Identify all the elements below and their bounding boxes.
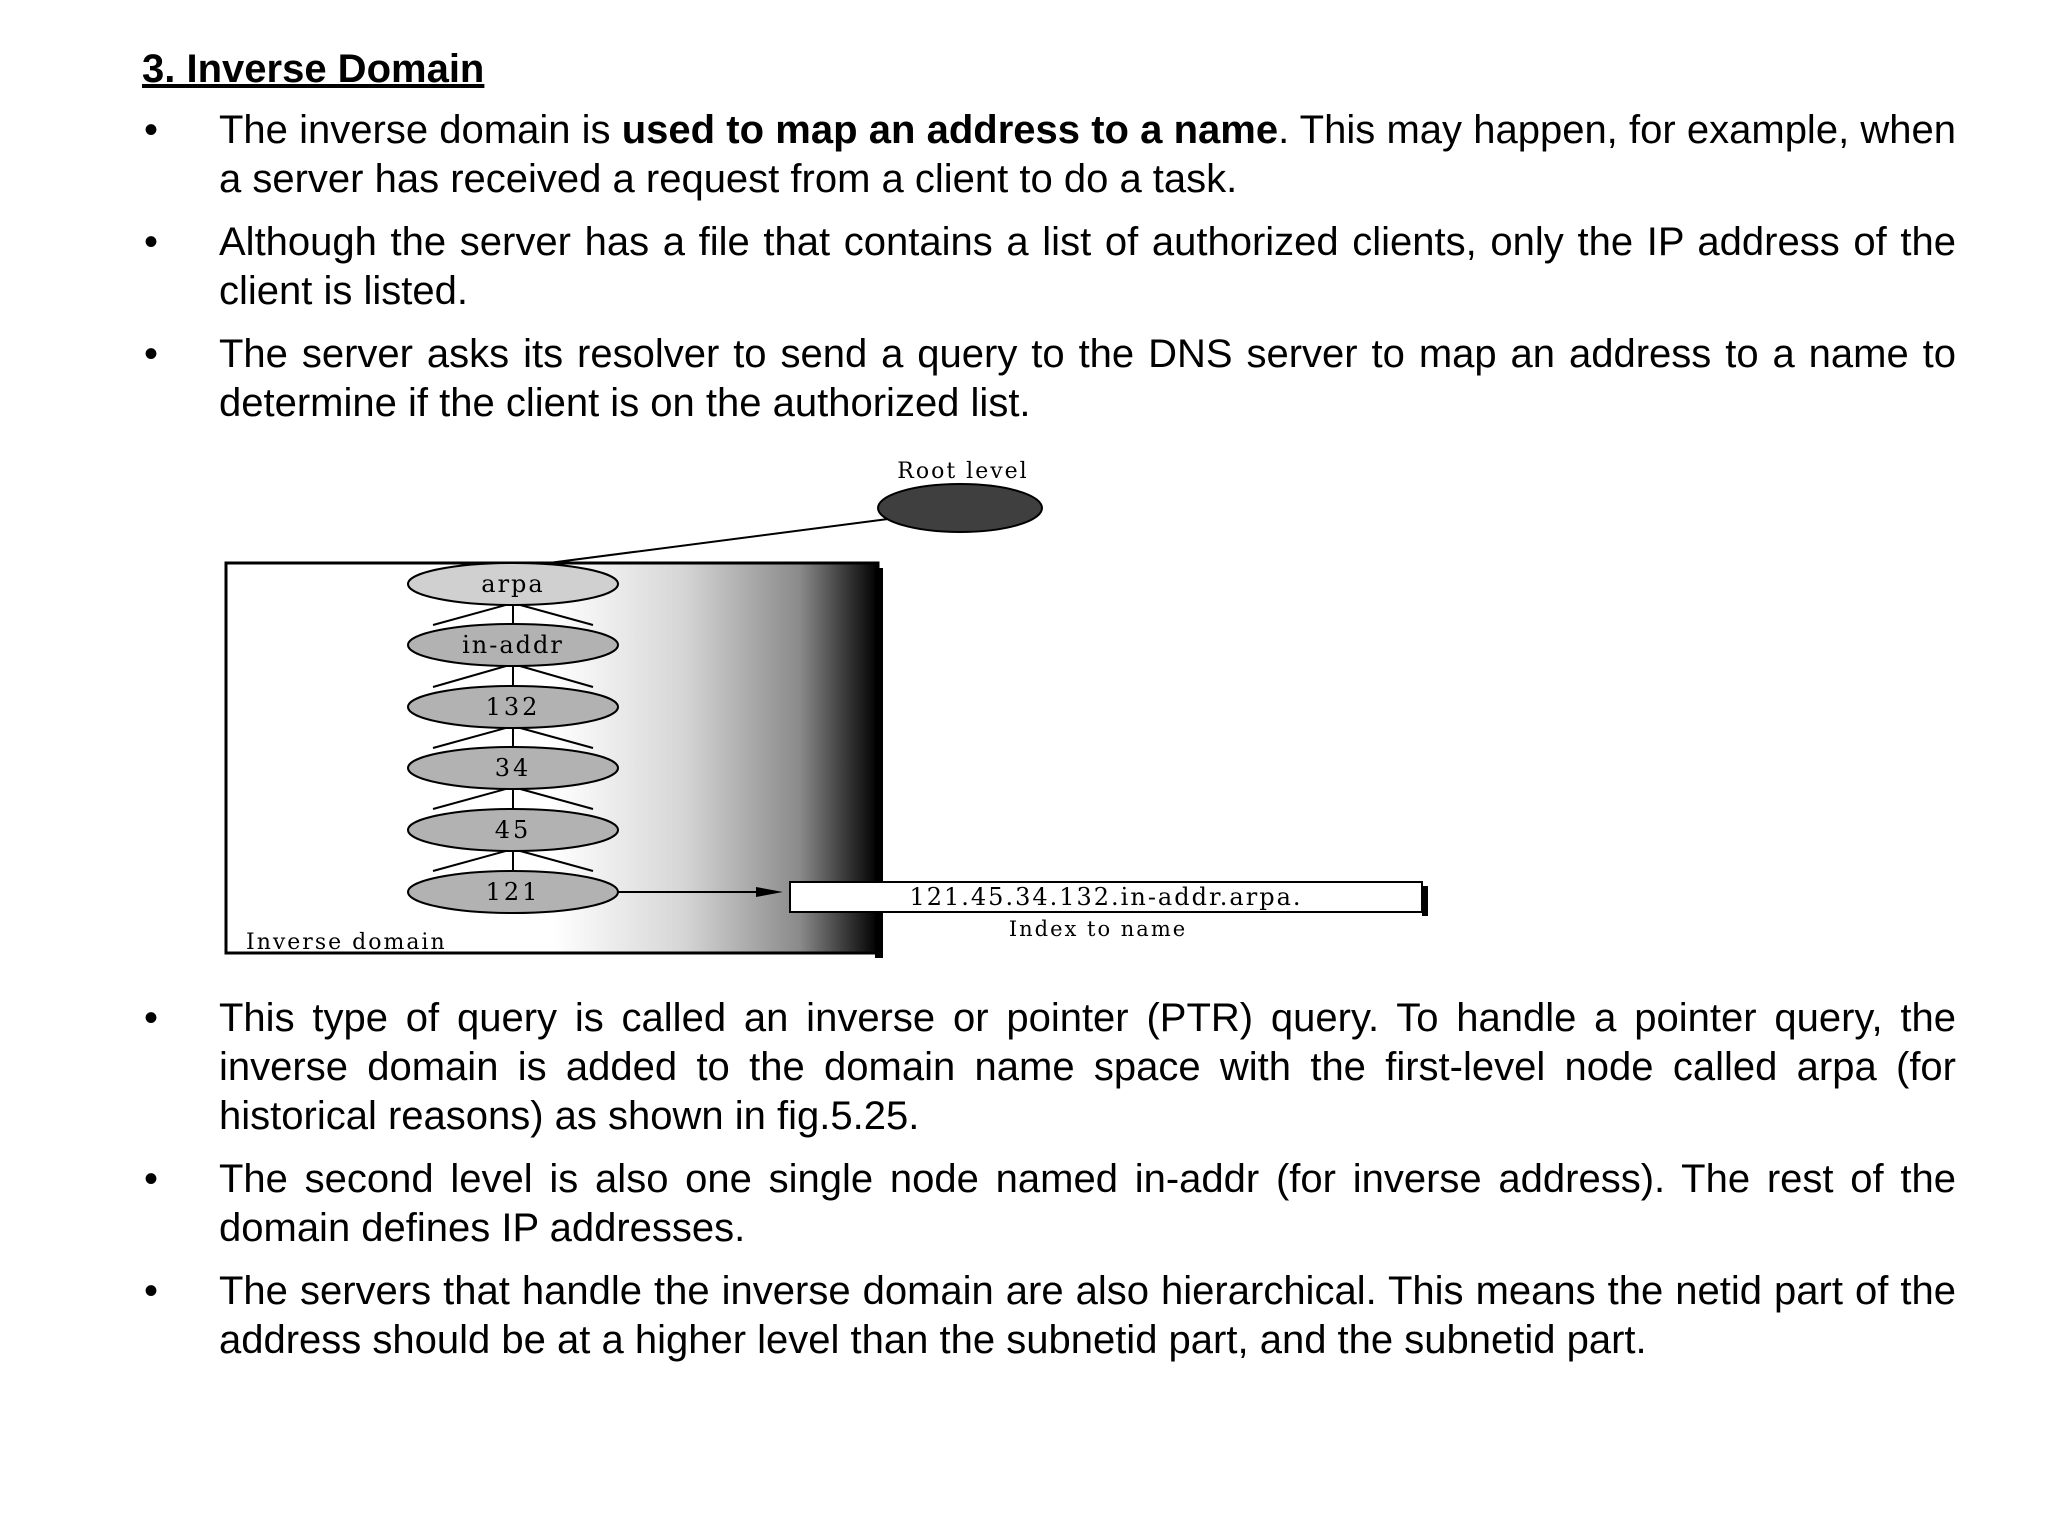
root-level-label: Root level — [897, 459, 1029, 484]
root-to-arpa-link — [518, 519, 888, 567]
bullet-marker: • — [144, 1269, 159, 1313]
bullet-text: The server asks its resolver to send a query to the DNS server to map an address to a name to determine if the client is on the authorized list. — [219, 332, 1956, 425]
index-to-name-label: Index to name — [1008, 917, 1188, 941]
bullet-marker: • — [144, 220, 159, 264]
bullet-text-pre: The inverse domain is — [219, 108, 622, 152]
section-heading: 3. Inverse Domain — [142, 47, 485, 91]
node-121 — [408, 871, 618, 913]
node-45 — [408, 809, 618, 851]
node-label: 132 — [485, 693, 541, 721]
index-value: 121.45.34.132.in-addr.arpa. — [909, 883, 1303, 911]
bullet-marker: • — [144, 108, 159, 152]
bullet-text: This type of query is called an inverse or pointer (PTR) query. To handle a pointer query, the inverse domain is added to the domain name space with the first-level node called arpa (for historical reasons) as shown in fig.5.25. — [219, 996, 1956, 1138]
node-132 — [408, 686, 618, 728]
bullet-list-bottom — [142, 994, 1956, 1379]
node-label: 121 — [485, 878, 541, 906]
bullet-text: The second level is also one single node named in-addr (for inverse address). The rest of the domain defines IP addresses. — [219, 1157, 1956, 1250]
bullet-item — [142, 106, 1956, 204]
node-34 — [408, 747, 618, 789]
inverse-domain-figure — [218, 455, 1438, 980]
bullet-marker: • — [144, 996, 159, 1040]
node-in-addr — [408, 624, 618, 666]
root-node — [878, 484, 1042, 532]
index-box-shadow — [1422, 886, 1428, 916]
bullet-list-top — [142, 106, 1956, 442]
bullet-text: The servers that handle the inverse domain are also hierarchical. This means the netid part of the address should be at a higher level than the subnetid part, and the subnetid part. — [219, 1269, 1956, 1362]
node-label: 45 — [494, 816, 532, 844]
bullet-item — [142, 994, 1956, 1141]
bullet-text: Although the server has a file that contains a list of authorized clients, only the IP address of the client is listed. — [219, 220, 1956, 313]
bullet-marker: • — [144, 332, 159, 376]
node-label: arpa — [481, 570, 545, 598]
bullet-item — [142, 1267, 1956, 1365]
bullet-marker: • — [144, 1157, 159, 1201]
node-arpa — [408, 563, 618, 605]
bullet-item — [142, 330, 1956, 428]
inverse-domain-label: Inverse domain — [246, 930, 447, 955]
node-label: 34 — [494, 754, 532, 782]
inverse-domain-diagram — [218, 455, 1438, 980]
bullet-text-post: . This may happen, for example, when a server has received a request from a client to do a task. — [219, 108, 1957, 201]
node-label: in-addr — [462, 631, 564, 659]
bullet-item — [142, 1155, 1956, 1253]
bullet-text-bold: used to map an address to a name — [621, 108, 1279, 152]
bullet-item — [142, 218, 1956, 316]
